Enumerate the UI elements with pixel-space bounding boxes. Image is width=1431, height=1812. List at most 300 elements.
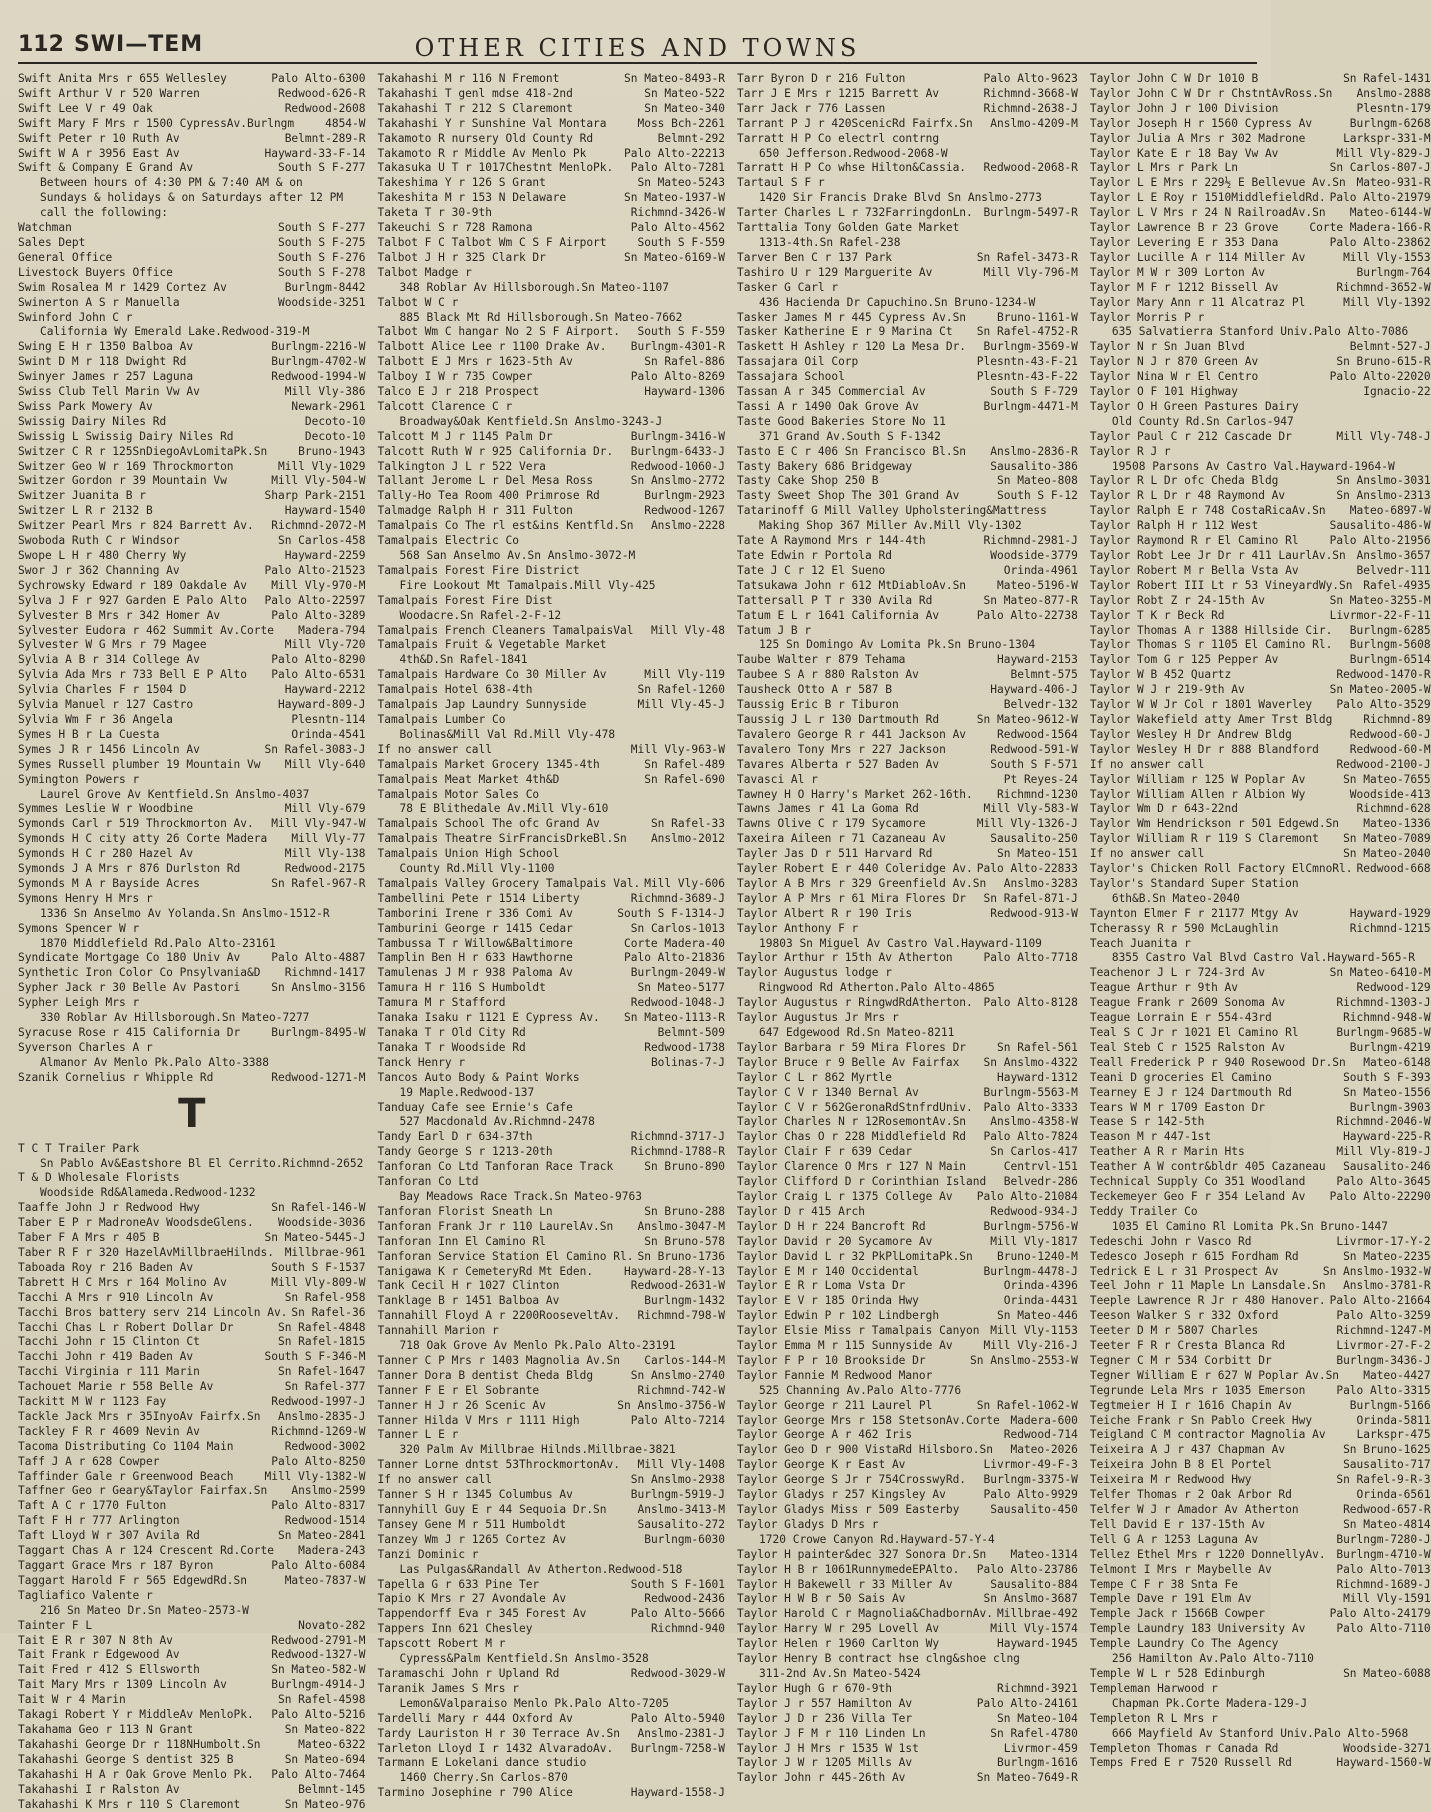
listing-name: Tanner F E r El Sobrante	[378, 1384, 540, 1399]
listing-name: Symonds H C r 280 Hazel Av	[18, 847, 193, 862]
listing-name: Taff J A r 628 Cowper	[18, 1455, 159, 1470]
listing-entry	[737, 1503, 1078, 1518]
listing-entry	[378, 519, 726, 534]
listing-entry	[737, 1548, 1078, 1563]
listing-phone: Redwood-2436	[640, 1592, 725, 1607]
listing-name: Tapella G r 633 Pine Ter	[378, 1578, 540, 1593]
listing-name: Taylor Levering E r 353 Dana	[1090, 236, 1279, 251]
listing-phone: Sn Mateo-446	[993, 1309, 1078, 1324]
listing-phone: Madera-600	[1006, 1414, 1077, 1429]
listing-phone: Mill Vly-1029	[274, 460, 366, 475]
listing-name: Taylor O F 101 Highway	[1090, 385, 1238, 400]
listing-phone: Redwood-60-J	[1346, 728, 1431, 743]
listing-name: Tamalpais Meat Market 4th&D	[378, 773, 560, 788]
listing-phone: Orinda-4961	[1000, 564, 1078, 579]
listing-phone: South S F-559	[633, 236, 725, 251]
listing-phone: Newark-2961	[287, 400, 365, 415]
listing-name: Tarleton Lloyd I r 1432 AlvaradoAv.	[378, 1742, 614, 1757]
listing-name: Tegtmeier H I r 1616 Chapin Av	[1090, 1399, 1292, 1414]
listing-phone: Palo Alto-22738	[973, 609, 1078, 624]
listing-entry	[378, 1205, 726, 1220]
listing-entry	[1090, 72, 1431, 87]
listing-entry	[1090, 1518, 1431, 1533]
listing-entry	[18, 653, 366, 668]
listing-name: Tarver Ben C r 137 Park	[737, 251, 892, 266]
listing-entry	[18, 1261, 366, 1276]
listing-name: Tassajara Oil Corp	[737, 355, 858, 370]
listing-phone: Madera-243	[294, 1544, 365, 1559]
listing-phone: Hayward-225-R	[1339, 1130, 1431, 1145]
listing-entry	[18, 251, 366, 266]
listing-name: Taylor W J r 219-9th Av	[1090, 683, 1245, 698]
listing-phone: Belvedr-286	[1000, 1175, 1078, 1190]
listing-entry	[737, 132, 1078, 147]
listing-continuation: Fire Lookout Mt Tamalpais.Mill Vly-425	[378, 579, 726, 594]
listing-phone: Woodside-413	[1346, 788, 1431, 803]
listing-entry	[737, 1265, 1078, 1280]
listing-entry	[1090, 1205, 1431, 1220]
listing-entry	[1090, 728, 1431, 743]
listing-entry	[1090, 713, 1431, 728]
listing-entry	[737, 87, 1078, 102]
listing-entry	[378, 1607, 726, 1622]
listing-name: Tacchi Chas L r Robert Dollar Dr	[18, 1321, 234, 1336]
listing-name: Tegner William E r 627 W Poplar Av.Sn	[1090, 1369, 1339, 1384]
listing-continuation: 8355 Castro Val Blvd Castro Val.Hayward-565-R	[1090, 951, 1431, 966]
listing-name: Taylor Ralph E r 748 CostaRicaAv.Sn	[1090, 504, 1326, 519]
listing-name: Switzer Geo W r 169 Throckmorton	[18, 460, 234, 475]
listing-continuation: 19 Maple.Redwood-137	[378, 1086, 726, 1101]
listing-entry	[737, 1607, 1078, 1622]
listing-name: Taylor L V Mrs r 24 N RailroadAv.Sn	[1090, 206, 1326, 221]
listing-name: Takamoto R r Middle Av Menlo Pk	[378, 147, 587, 162]
listing-entry	[737, 1458, 1078, 1473]
listing-name: Tacchi A Mrs r 910 Lincoln Av	[18, 1291, 213, 1306]
listing-name: Taylor R L Dr r 48 Raymond Av	[1090, 489, 1285, 504]
listing-entry	[737, 117, 1078, 132]
listing-entry	[1090, 117, 1431, 132]
listing-name: Tamalpais French Cleaners TamalpaisVal	[378, 624, 634, 639]
listing-phone: Redwood-3029-W	[627, 1667, 725, 1682]
listing-entry	[737, 1175, 1078, 1190]
listing-phone: South S F-276	[274, 251, 366, 266]
listing-phone: Richmnd-798-W	[633, 1309, 725, 1324]
listing-phone: Mill Vly-119	[640, 668, 725, 683]
listing-entry	[737, 966, 1078, 981]
listing-phone: Anslmo-3657	[1353, 549, 1431, 564]
listing-name: Swiss Park Mowery Av	[18, 400, 153, 415]
listing-name: Telfer W J r Amador Av Atherton	[1090, 1503, 1299, 1518]
listing-name: Taylor Arthur r 15th Av Atherton	[737, 951, 953, 966]
listing-entry	[737, 1428, 1078, 1443]
listing-name: Tamalpais Forest Fire District	[378, 564, 580, 579]
listing-entry	[737, 251, 1078, 266]
listing-entry	[378, 683, 726, 698]
listing-name: Taylor Tom G r 125 Pepper Av	[1090, 653, 1279, 668]
listing-phone: Mateo-931-R	[1353, 176, 1431, 191]
listing-entry	[737, 817, 1078, 832]
listing-entry	[18, 1559, 366, 1574]
listing-name: Tamalpais Theatre SirFrancisDrkeBl.Sn	[378, 832, 627, 847]
listing-name: Taylor Anthony F r	[737, 922, 858, 937]
listing-phone: Burlngm-3903	[1346, 1101, 1431, 1116]
listing-name: Taylor Wm D r 643-22nd	[1090, 802, 1238, 817]
listing-name: Taylor J D r 236 Villa Ter	[737, 1712, 912, 1727]
listing-entry	[737, 1742, 1078, 1757]
listing-phone: Richmnd-1230	[993, 788, 1078, 803]
listing-name: Taylor John r 445-26th Av	[737, 1771, 905, 1786]
listing-phone: Anslmo-2836-R	[986, 445, 1078, 460]
listing-phone: Palo Alto-24179	[1326, 1607, 1431, 1622]
listing-entry	[18, 1648, 366, 1663]
listing-name: Talcott Clarence C r	[378, 400, 513, 415]
listing-entry	[18, 683, 366, 698]
listing-phone: Anslmo-2888	[1353, 87, 1431, 102]
listing-entry	[378, 1130, 726, 1145]
listing-continuation: 311-2nd Av.Sn Mateo-5424	[737, 1667, 1078, 1682]
listing-name: Tamura H r 116 S Humboldt	[378, 981, 546, 996]
listing-name: Sylvia Charles F r 1504 D	[18, 683, 186, 698]
listing-entry	[737, 1235, 1078, 1250]
listing-name: Tarratt H P Co electrl contrng	[737, 132, 939, 147]
listing-entry	[1090, 564, 1431, 579]
listing-name: Taxeira Aileen r 71 Cazaneau Av	[737, 832, 946, 847]
listing-name: Teason M r 447-1st	[1090, 1130, 1211, 1145]
listing-phone: Redwood-1470-R	[1332, 668, 1430, 683]
listing-phone: Palo Alto-7013	[1332, 1563, 1430, 1578]
listing-name: Tappendorff Eva r 345 Forest Av	[378, 1607, 587, 1622]
listing-entry	[737, 504, 1078, 519]
listing-entry	[378, 1667, 726, 1682]
listing-phone: Sn Mateo-976	[281, 1798, 366, 1812]
listing-phone: Hayward-1306	[640, 385, 725, 400]
listing-phone: Burlngm-4219	[1346, 1041, 1431, 1056]
listing-phone: South S F-729	[986, 385, 1078, 400]
listing-entry	[737, 802, 1078, 817]
listing-name: Swift & Company E Grand Av	[18, 161, 193, 176]
listing-phone: Sn Mateo-4814	[1339, 1518, 1431, 1533]
listing-phone: Sn Mateo-2005-W	[1326, 683, 1431, 698]
listing-entry	[18, 236, 366, 251]
listing-phone: Mill Vly-1392	[1339, 296, 1431, 311]
listing-entry	[737, 1071, 1078, 1086]
listing-entry	[378, 817, 726, 832]
listing-name: Tamulenas J M r 938 Paloma Av	[378, 966, 573, 981]
listing-name: Taramaschi John r Upland Rd	[378, 1667, 560, 1682]
listing-name: Talbot F C Talbot Wm C S F Airport	[378, 236, 607, 251]
listing-name: Taylor Lucille A r 114 Miller Av	[1090, 251, 1306, 266]
listing-name: Taft F H r 777 Arlington	[18, 1514, 180, 1529]
listing-entry	[378, 877, 726, 892]
listing-name: Swiss Club Tell Marin Vw Av	[18, 385, 200, 400]
listing-entry	[378, 534, 726, 549]
listing-phone: Palo Alto-9929	[980, 1488, 1078, 1503]
listing-entry	[378, 206, 726, 221]
listing-entry	[1090, 758, 1431, 773]
listing-name: Takamoto R nursery Old County Rd	[378, 132, 594, 147]
listing-name: Tannahill Marion r	[378, 1324, 499, 1339]
listing-entry	[378, 1727, 726, 1742]
listing-phone: Hayward-1560-W	[1332, 1756, 1430, 1771]
listing-phone: Woodside-3779	[986, 549, 1078, 564]
listing-entry	[1090, 1265, 1431, 1280]
listing-name: Teiche Frank r Sn Pablo Creek Hwy	[1090, 1414, 1312, 1429]
listing-entry	[737, 668, 1078, 683]
listing-entry	[737, 698, 1078, 713]
listing-entry	[18, 1071, 366, 1086]
listing-phone: Sn Rafel-1647	[274, 1365, 366, 1380]
page-header	[18, 32, 1257, 64]
listing-name: Symes H B r La Cuesta	[18, 728, 159, 743]
listing-name: Tasty Bakery 686 Bridgeway	[737, 460, 912, 475]
listing-continuation: call the following:	[18, 206, 366, 221]
listing-phone: Redwood-1267	[640, 504, 725, 519]
listing-phone: Richmnd-1417	[281, 966, 366, 981]
listing-entry	[378, 1235, 726, 1250]
listing-name: Teeple Lawrence R Jr r 480 Hanover.	[1090, 1294, 1326, 1309]
listing-entry	[378, 1265, 726, 1280]
listing-phone: Woodside-3036	[274, 1216, 366, 1231]
listing-phone: Sn Rafel-489	[640, 758, 725, 773]
listing-entry	[378, 1533, 726, 1548]
listing-name: Temple Jack r 1566B Cowper	[1090, 1607, 1265, 1622]
listing-entry	[737, 1041, 1078, 1056]
listing-name: Tanforan Frank Jr r 110 LaurelAv.Sn	[378, 1220, 614, 1235]
listing-name: Teach Juanita r	[1090, 937, 1191, 952]
listing-entry	[18, 713, 366, 728]
listing-phone: Mill Vly-1591	[1339, 1592, 1431, 1607]
listing-name: Tavalero Tony Mrs r 227 Jackson	[737, 743, 946, 758]
listing-name: Taste Good Bakeries Store No 11	[737, 415, 946, 430]
listing-name: Taylor C V r 562GeronaRdStnfrdUniv.	[737, 1101, 973, 1116]
listing-entry	[737, 907, 1078, 922]
listing-continuation: 650 Jefferson.Redwood-2068-W	[737, 147, 1078, 162]
listing-phone: Sn Rafel-690	[640, 773, 725, 788]
listing-phone: Pt Reyes-24	[1000, 773, 1078, 788]
listing-phone: Mill Vly-216-J	[980, 1339, 1078, 1354]
listing-name: Syracuse Rose r 415 California Dr	[18, 1026, 240, 1041]
listing-phone: Palo Alto-7110	[1332, 1622, 1430, 1637]
listing-name: Takeshima Y r 126 S Grant	[378, 176, 546, 191]
listing-phone: Anslmo-4209-M	[986, 117, 1078, 132]
listing-entry	[737, 266, 1078, 281]
listing-name: Tarr Jack r 776 Lassen	[737, 102, 885, 117]
listing-name: Sylva J F r 927 Garden E Palo Alto	[18, 594, 247, 609]
listing-entry	[1090, 400, 1431, 415]
listing-entry	[737, 1518, 1078, 1533]
listing-name: Tassan A r 345 Commercial Av	[737, 385, 926, 400]
listing-name: Taggart Chas A r 124 Crescent Rd.Corte	[18, 1544, 274, 1559]
listing-name: Taylor John C W Dr r ChstntAvRoss.Sn	[1090, 87, 1332, 102]
listing-phone: Richmnd-3426-W	[627, 206, 725, 221]
listing-entry	[737, 370, 1078, 385]
listing-phone: Richmnd-3668-W	[980, 87, 1078, 102]
listing-phone: Palo Alto-23786	[973, 1563, 1078, 1578]
listing-continuation: Laurel Grove Av Kentfield.Sn Anslmo-4037	[18, 788, 366, 803]
listing-phone: Centrvl-151	[1000, 1160, 1078, 1175]
listing-entry	[18, 1634, 366, 1649]
listing-phone: Hayward-2259	[281, 549, 366, 564]
listing-name: Tanzey Wm J r 1265 Cortez Av	[378, 1533, 567, 1548]
listing-phone: Burlngm-1432	[640, 1294, 725, 1309]
listing-name: Taylor A B Mrs r 329 Greenfield Av.Sn	[737, 877, 986, 892]
listing-entry	[18, 817, 366, 832]
listing-continuation: 436 Hacienda Dr Capuchino.Sn Bruno-1234-W	[737, 296, 1078, 311]
listing-phone: Sn Rafel-9-R-3	[1332, 1473, 1430, 1488]
listing-entry	[18, 594, 366, 609]
listing-name: Tease S r 142-5th	[1090, 1115, 1205, 1130]
listing-entry	[1090, 743, 1431, 758]
listing-name: Tate A Raymond Mrs r 144-4th	[737, 534, 926, 549]
listing-entry	[737, 1011, 1078, 1026]
listing-phone: Hayward-1558-J	[627, 1786, 725, 1801]
listing-name: Swor J r 362 Channing Av	[18, 564, 180, 579]
listing-entry	[1090, 191, 1431, 206]
listing-name: Teel John r 11 Maple Ln Lansdale.Sn	[1090, 1279, 1326, 1294]
listing-name: Taylor N r Sn Juan Blvd	[1090, 340, 1245, 355]
listing-phone: Richmnd-948-W	[1339, 1011, 1431, 1026]
listing-phone: Sn Mateo-522	[640, 87, 725, 102]
listing-name: Tawns James r 41 La Goma Rd	[737, 802, 919, 817]
listing-entry	[378, 1414, 726, 1429]
listing-entry	[1090, 1235, 1431, 1250]
listing-phone: Sn Rafel-4598	[274, 1693, 366, 1708]
listing-phone: Belvedr-132	[1000, 698, 1078, 713]
listing-entry	[18, 1484, 366, 1499]
listing-name: Swinford John C r	[18, 311, 133, 326]
listing-name: Taylor John C W Dr 1010 B	[1090, 72, 1258, 87]
listing-name: Taylor Thomas S r 1105 El Camino Rl.	[1090, 638, 1332, 653]
listing-phone: Anslmo-3413-M	[633, 1503, 725, 1518]
listing-name: Tatum E L r 1641 California Av	[737, 609, 939, 624]
listing-name: Tears W M r 1709 Easton Dr	[1090, 1101, 1265, 1116]
listing-name: Swing E H r 1350 Balboa Av	[18, 340, 193, 355]
listing-entry	[1090, 147, 1431, 162]
listing-name: Tassajara School	[737, 370, 845, 385]
listing-phone: South S F-559	[633, 325, 725, 340]
listing-continuation: 216 Sn Mateo Dr.Sn Mateo-2573-W	[18, 1604, 366, 1619]
listing-entry	[737, 996, 1078, 1011]
listing-name: Telfer Thomas r 2 Oak Arbor Rd	[1090, 1488, 1292, 1503]
listing-name: Tegner C M r 534 Corbitt Dr	[1090, 1354, 1272, 1369]
listing-entry	[1090, 1324, 1431, 1339]
listing-entry	[1090, 638, 1431, 653]
listing-entry	[18, 1470, 366, 1485]
listing-name: Swope L H r 480 Cherry Wy	[18, 549, 186, 564]
listing-entry	[18, 296, 366, 311]
listing-entry	[378, 1056, 726, 1071]
listing-entry	[1090, 445, 1431, 460]
listing-entry	[18, 355, 366, 370]
listing-continuation: 666 Mayfield Av Stanford Univ.Palo Alto-5968	[1090, 1727, 1431, 1742]
listing-name: Tancos Auto Body & Paint Works	[378, 1071, 580, 1086]
listing-phone: Sn Rafel-886	[640, 355, 725, 370]
listing-entry	[18, 1291, 366, 1306]
listing-entry	[18, 862, 366, 877]
listing-phone: Mill Vly-1153	[986, 1324, 1078, 1339]
listing-name: Tanklage B r 1451 Balboa Av	[378, 1294, 560, 1309]
listing-name: Taylor Gladys Miss r 509 Easterby	[737, 1503, 959, 1518]
listing-name: Taylor M W r 309 Lorton Av	[1090, 266, 1265, 281]
listing-name: Tempe C F r 38 Snta Fe	[1090, 1578, 1238, 1593]
listing-name: Swift Lee V r 49 Oak	[18, 102, 153, 117]
listing-name: Taylor R J r	[1090, 445, 1171, 460]
listing-continuation: 1336 Sn Anselmo Av Yolanda.Sn Anslmo-1512-R	[18, 907, 366, 922]
listing-entry	[18, 698, 366, 713]
listing-phone: Sn Mateo-822	[281, 1723, 366, 1738]
listing-phone: Sn Bruno-1736	[633, 1250, 725, 1265]
listing-name: Tandy George S r 1213-20th	[378, 1145, 553, 1160]
listing-phone: Millbrae-492	[993, 1607, 1078, 1622]
listing-entry	[378, 117, 726, 132]
listing-phone: Burlngm-5166	[1346, 1399, 1431, 1414]
listing-entry	[378, 296, 726, 311]
listing-entry	[737, 1563, 1078, 1578]
listing-entry	[737, 1101, 1078, 1116]
listing-name: Tamalpais School The ofc Grand Av	[378, 817, 600, 832]
listing-entry	[18, 504, 366, 519]
listing-entry	[1090, 1101, 1431, 1116]
listing-name: Tamalpais Co The rl est&ins Kentfld.Sn	[378, 519, 634, 534]
listing-entry	[1090, 385, 1431, 400]
listing-entry	[378, 668, 726, 683]
listing-phone: Palo Alto-3645	[1332, 1175, 1430, 1190]
listing-entry	[378, 1071, 726, 1086]
listing-entry	[737, 1354, 1078, 1369]
listing-phone: Redwood-657-R	[1339, 1503, 1431, 1518]
listing-phone: Richmnd-1689-J	[1332, 1578, 1430, 1593]
listing-phone: Sn Anslmo-2938	[627, 1473, 725, 1488]
listing-name: Switzer C R r 125SnDiegoAvLomitaPk.Sn	[18, 445, 267, 460]
listing-name: Sylvia A B r 314 College Av	[18, 653, 200, 668]
listing-continuation: 1460 Cherry.Sn Carlos-870	[378, 1771, 726, 1786]
listing-entry	[1090, 1250, 1431, 1265]
listing-name: Taylor Robt Lee Jr Dr r 411 LaurlAv.Sn	[1090, 549, 1346, 564]
listing-phone: Sn Mateo-7649-R	[973, 1771, 1078, 1786]
listing-entry	[378, 1786, 726, 1801]
listing-entry	[18, 1589, 366, 1604]
listing-name: Symes J R r 1456 Lincoln Av	[18, 743, 200, 758]
listing-name: Taylor J H Mrs r 1535 W 1st	[737, 1742, 919, 1757]
listing-entry	[18, 370, 366, 385]
listing-entry	[378, 221, 726, 236]
listing-name: Szanik Cornelius r Whipple Rd	[18, 1071, 213, 1086]
listing-continuation: 19803 Sn Miguel Av Castro Val.Hayward-1109	[737, 937, 1078, 952]
listing-entry	[18, 1410, 366, 1425]
listing-name: Tate J C r 12 El Sueno	[737, 564, 885, 579]
listing-name: Swinyer James r 257 Laguna	[18, 370, 193, 385]
listing-entry	[737, 1309, 1078, 1324]
listing-phone: Burlngm-5608	[1346, 638, 1431, 653]
listing-entry	[737, 743, 1078, 758]
listing-entry	[737, 355, 1078, 370]
listing-name: Taylor A P Mrs r 61 Mira Flores Dr	[737, 892, 966, 907]
listing-phone: Mill Vly-138	[281, 847, 366, 862]
listing-name: Takahashi H A r Oak Grove Menlo Pk.	[18, 1768, 254, 1783]
listing-phone: Redwood-1514	[281, 1514, 366, 1529]
listing-name: Tawney H O Harry's Market 262-16th.	[737, 788, 973, 803]
listing-entry	[378, 176, 726, 191]
listing-entry	[378, 1712, 726, 1727]
listing-entry	[737, 445, 1078, 460]
listing-phone: Redwood-1564	[993, 728, 1078, 743]
listing-name: Tell David E r 137-15th Av	[1090, 1518, 1265, 1533]
listing-phone: Sn Carlos-1013	[627, 922, 725, 937]
listing-phone: Hayward-28-Y-13	[620, 1265, 725, 1280]
listing-name: Symes Russell plumber 19 Mountain Vw	[18, 758, 260, 773]
listing-entry	[737, 1578, 1078, 1593]
listing-name: Tally-Ho Tea Room 400 Primrose Rd	[378, 489, 600, 504]
